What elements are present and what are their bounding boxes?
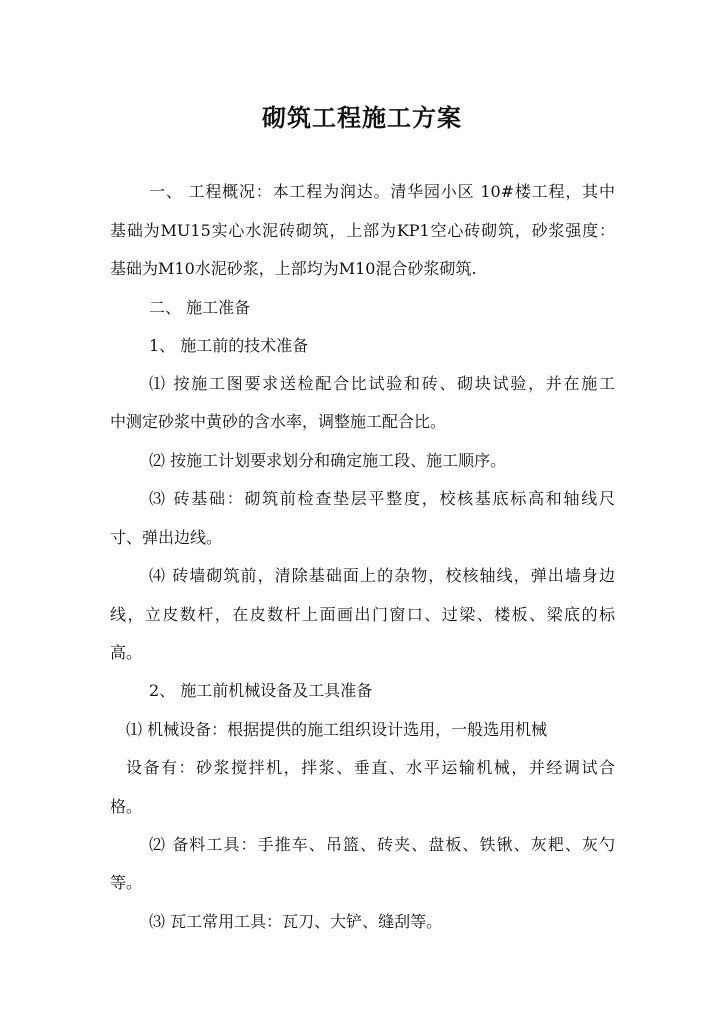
item-1-line-1: ⑴ 按施工图要求送检配合比试验和砖、砌块试验，并在施工	[149, 374, 615, 393]
section-heading-preparation: 二、 施工准备	[149, 298, 251, 317]
item-3-line-2: 寸、弹出边线。	[110, 528, 223, 547]
overview-line-2: 基础为MU15实心水泥砖砌筑，上部为KP1空心砖砌筑，砂浆强度：	[110, 221, 615, 240]
document-title: 砌筑工程施工方案	[262, 104, 462, 132]
subsection-heading-equipment: 2、 施工前机械设备及工具准备	[149, 681, 373, 700]
item-3-line-1: ⑶ 砖基础：砌筑前检查垫层平整度，校核基底标高和轴线尺	[149, 489, 615, 508]
equipment-item-3-line-1: ⑶ 瓦工常用工具：瓦刀、大铲、缝刮等。	[149, 912, 443, 931]
item-4-line-1: ⑷ 砖墙砌筑前，清除基础面上的杂物，校核轴线，弹出墙身边	[149, 566, 615, 585]
equipment-item-2-line-1: ⑵ 备料工具：手推车、吊篮、砖夹、盘板、铁锹、灰耙、灰勺	[149, 835, 615, 854]
subsection-heading-technical: 1、 施工前的技术准备	[149, 336, 309, 355]
equipment-item-1-line-3: 格。	[110, 797, 143, 816]
item-4-line-3: 高。	[110, 643, 143, 662]
overview-line-3: 基础为M10水泥砂浆，上部均为M10混合砂浆砌筑.	[110, 259, 477, 278]
equipment-item-2-line-2: 等。	[110, 873, 143, 892]
item-4-line-2: 线，立皮数杆，在皮数杆上面画出门窗口、过梁、楼板、梁底的标	[110, 605, 615, 624]
item-1-line-2: 中测定砂浆中黄砂的含水率，调整施工配合比。	[110, 412, 447, 431]
item-2-line-1: ⑵ 按施工计划要求划分和确定施工段、施工顺序。	[149, 451, 507, 470]
equipment-item-1-line-2: 设备有：砂浆搅拌机，拌浆、垂直、水平运输机械，并经调试合	[126, 758, 615, 777]
overview-line-1: 一、 工程概况：本工程为润达。清华园小区 10#楼工程，其中	[149, 182, 615, 201]
equipment-item-1-line-1: ⑴ 机械设备：根据提供的施工组织设计选用，一般选用机械	[126, 720, 548, 739]
